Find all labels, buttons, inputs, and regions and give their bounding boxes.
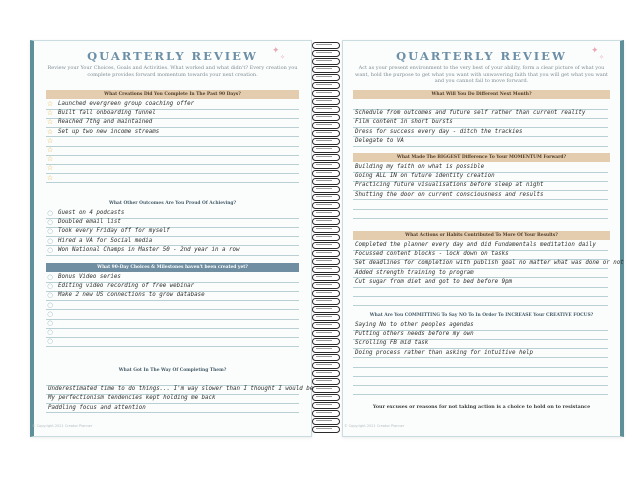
line-text: Completed the planner every day and did Fundamentals meditation daily bbox=[355, 242, 596, 248]
line-text: Film content in short bursts bbox=[355, 119, 453, 126]
section-header: What 90-Day Choices & Milestones haven't been created yet? bbox=[46, 263, 299, 272]
circle-icon: ○ bbox=[47, 209, 53, 217]
line-text: Delegate to VA bbox=[355, 137, 404, 144]
spiral-coil bbox=[309, 226, 340, 232]
page-title: QUARTERLY REVIEW bbox=[396, 49, 567, 63]
spiral-coil bbox=[309, 330, 340, 336]
spiral-coil bbox=[309, 354, 340, 360]
line-text: Launched evergreen group coaching offer bbox=[58, 101, 195, 107]
spiral-coil bbox=[309, 258, 340, 264]
spiral-coil bbox=[309, 346, 340, 352]
section-header: What Actions or Habits Contributed To More Of Your Results? bbox=[353, 231, 610, 240]
spiral-coil bbox=[309, 298, 340, 304]
line-text: Focussed content blocks - lock down on tasks bbox=[355, 251, 509, 258]
line-text: Scrolling FB mid task bbox=[355, 340, 429, 347]
spiral-coil bbox=[309, 170, 340, 176]
spiral-coil bbox=[309, 410, 340, 416]
spiral-coil bbox=[309, 210, 340, 216]
circle-icon: ○ bbox=[47, 236, 53, 245]
circle-icon: ○ bbox=[47, 227, 53, 236]
line-text: Set deadlines for completion with publish goal no matter what was done or not bbox=[355, 260, 624, 267]
spiral-coil bbox=[309, 50, 340, 56]
spiral-coil bbox=[309, 314, 340, 320]
circle-icon: ○ bbox=[47, 319, 53, 327]
section-header: What Made The BIGGEST Difference To Your MOMENTUM Forward? bbox=[353, 153, 610, 162]
writing-line[interactable] bbox=[353, 296, 608, 306]
spiral-coil bbox=[309, 122, 340, 128]
spiral-coil bbox=[309, 202, 340, 208]
spiral-coil bbox=[309, 338, 340, 344]
spiral-coil bbox=[309, 114, 340, 120]
spiral-coil bbox=[309, 186, 340, 192]
line-text: Built fall onboarding funnel bbox=[58, 110, 156, 117]
line-text: Took every Friday off for myself bbox=[58, 228, 170, 235]
spiral-coil bbox=[309, 250, 340, 256]
line-text: Building my faith on what is possible bbox=[355, 164, 485, 170]
spiral-coil bbox=[309, 370, 340, 376]
star-icon: ☆ bbox=[46, 155, 54, 164]
spiral-coil bbox=[309, 154, 340, 160]
copyright-text: © Copyright 2021 Creator Planner bbox=[344, 424, 405, 428]
line-text: Doubled email list bbox=[58, 219, 121, 226]
circle-icon: ○ bbox=[47, 282, 53, 291]
line-text: Won National Champs in Master 50 - 2nd year in a row bbox=[58, 246, 240, 253]
spiral-coil bbox=[309, 138, 340, 144]
line-text: Editing video recording of free webinar bbox=[58, 283, 195, 290]
star-icon: ☆ bbox=[46, 164, 54, 173]
spiral-coil bbox=[309, 322, 340, 328]
spiral-coil bbox=[309, 106, 340, 112]
line-text: My perfectionism tendencies kept holding me back bbox=[48, 395, 216, 402]
section-header: What Will You Do Different Next Month? bbox=[353, 90, 610, 99]
line-text: Cut sugar from diet and got to bed before 9pm bbox=[355, 278, 513, 285]
star-icon: ☆ bbox=[46, 173, 54, 182]
spiral-coil bbox=[309, 234, 340, 240]
sparkle-icon: ✦ bbox=[591, 46, 599, 56]
star-icon: ☆ bbox=[46, 118, 54, 127]
star-icon: ☆ bbox=[46, 136, 54, 145]
sparkle-icon: ✧ bbox=[280, 54, 286, 61]
spiral-coil bbox=[309, 82, 340, 88]
left-page bbox=[30, 40, 312, 437]
line-text: Reached 7thg and maintained bbox=[58, 119, 153, 126]
line-text: Saying No to other peoples agendas bbox=[355, 322, 474, 328]
circle-icon: ○ bbox=[47, 337, 53, 346]
writing-line[interactable] bbox=[46, 246, 299, 256]
spiral-coil bbox=[309, 386, 340, 392]
section-header: What Are You COMMITTING To Say NO To In Order To INCREASE Your CREATIVE FOCUS? bbox=[369, 313, 594, 318]
spiral-coil bbox=[309, 90, 340, 96]
spiral-coil bbox=[309, 178, 340, 184]
star-icon: ☆ bbox=[46, 100, 54, 108]
right-page bbox=[342, 40, 624, 437]
circle-icon: ○ bbox=[47, 291, 53, 300]
line-text: Schedule from outcomes and future self rather than current reality bbox=[355, 110, 586, 117]
spiral-coil bbox=[309, 58, 340, 64]
spiral-coil bbox=[309, 130, 340, 136]
line-text: Added strength training to program bbox=[355, 269, 474, 276]
line-text: Paddling focus and attention bbox=[48, 404, 146, 411]
line-text: Make 2 new US connections to grow database bbox=[58, 292, 205, 299]
star-icon: ☆ bbox=[46, 127, 54, 136]
circle-icon: ○ bbox=[47, 245, 53, 254]
line-text: Going ALL IN on future identity creation bbox=[355, 173, 495, 180]
page-intro: Review your Your Choices, Goals and Activities. What worked and what didn't? Every creation you complete provides forward momentum towards your next creation. bbox=[47, 65, 298, 78]
spiral-coil bbox=[309, 98, 340, 104]
spiral-coil bbox=[309, 42, 340, 48]
spiral-coil bbox=[309, 362, 340, 368]
spiral-coil bbox=[309, 282, 340, 288]
writing-line[interactable] bbox=[46, 337, 299, 347]
line-text: Hired a VA for Social media bbox=[58, 237, 153, 244]
line-text: Underestimated time to do things... I'm way slower than I thought I would be bbox=[48, 386, 314, 393]
circle-icon: ○ bbox=[47, 218, 53, 227]
spiral-coil bbox=[309, 162, 340, 168]
line-text: Bonus Video series bbox=[58, 274, 121, 280]
spiral-coil bbox=[309, 394, 340, 400]
spiral-coil bbox=[309, 242, 340, 248]
spiral-coil bbox=[309, 218, 340, 224]
spiral-coil bbox=[309, 66, 340, 72]
writing-line[interactable] bbox=[353, 209, 608, 219]
circle-icon: ○ bbox=[47, 273, 53, 281]
spiral-coil bbox=[309, 266, 340, 272]
spiral-coil bbox=[309, 418, 340, 424]
sparkle-icon: ✧ bbox=[599, 54, 605, 61]
page-intro: Act as your present environment to the very best of your ability, form a clear picture of what you want, hold the purpose to get what you want with unwavering faith that you will get what you want and you cannot fail to move forward. bbox=[355, 65, 608, 84]
circle-icon: ○ bbox=[47, 328, 53, 337]
section-header: What Creations Did You Complete In The Past 90 Days? bbox=[46, 90, 299, 99]
page-title: QUARTERLY REVIEW bbox=[87, 49, 258, 63]
spiral-coil bbox=[309, 378, 340, 384]
writing-line[interactable] bbox=[46, 404, 299, 414]
circle-icon: ○ bbox=[47, 300, 53, 309]
spiral-binding bbox=[309, 42, 341, 437]
line-text: Dress for success every day - ditch the trackies bbox=[355, 128, 523, 135]
spiral-coil bbox=[309, 146, 340, 152]
spiral-coil bbox=[309, 290, 340, 296]
copyright-text: © Copyright 2021 Creator Planner bbox=[32, 424, 93, 428]
spiral-coil bbox=[309, 274, 340, 280]
star-icon: ☆ bbox=[46, 109, 54, 118]
spiral-coil bbox=[309, 402, 340, 408]
line-text: Guest on 4 podcasts bbox=[58, 210, 125, 216]
line-text: Shutting the door on current consciousness and results bbox=[355, 191, 544, 198]
writing-line[interactable] bbox=[353, 385, 608, 395]
line-text: Practicing future visualisations before sleep at night bbox=[355, 182, 544, 189]
spiral-coil bbox=[309, 74, 340, 80]
line-text: Doing process rather than asking for intuitive help bbox=[355, 349, 533, 356]
section-header: What Got In The Way Of Completing Them? bbox=[118, 368, 227, 373]
star-icon: ☆ bbox=[46, 146, 54, 154]
writing-line[interactable] bbox=[46, 174, 299, 184]
section-header: What Other Outcomes Are You Proud Of Achieving? bbox=[108, 201, 237, 206]
circle-icon: ○ bbox=[47, 309, 53, 318]
spiral-coil bbox=[309, 194, 340, 200]
sparkle-icon: ✦ bbox=[272, 46, 280, 56]
line-text: Set up two new income streams bbox=[58, 128, 160, 135]
spiral-coil bbox=[309, 426, 340, 432]
spiral-coil bbox=[309, 306, 340, 312]
footer-note: Your excuses or reasons for not taking action is a choice to hold on to resistance bbox=[372, 404, 591, 410]
line-text: Putting others needs before my own bbox=[355, 331, 474, 338]
